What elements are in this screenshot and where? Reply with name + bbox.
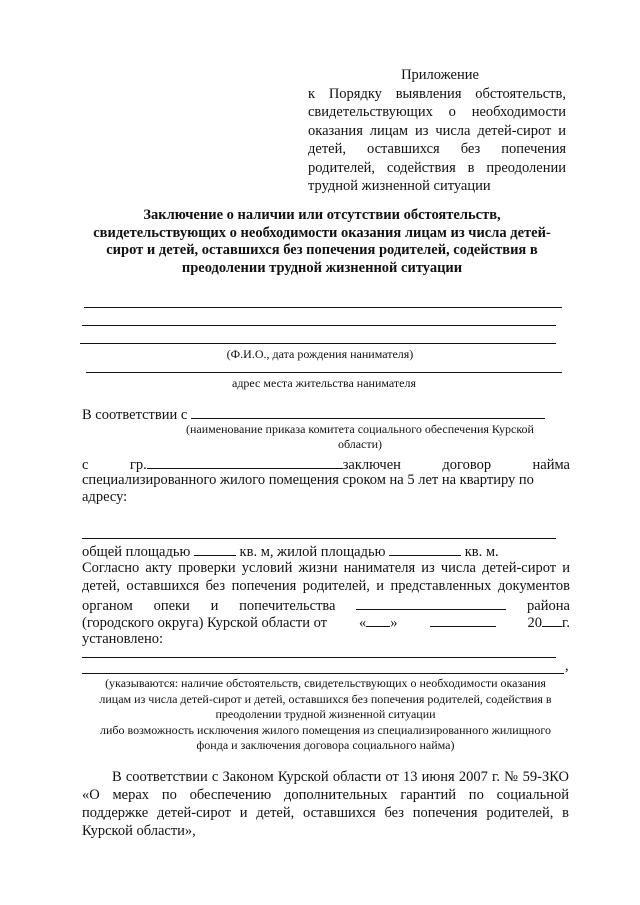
fill-line[interactable] — [84, 307, 562, 308]
specialized-line: специализированного жилого помещения сроком на 5 лет на квартиру по — [82, 472, 534, 488]
year-suffix: г. — [562, 615, 570, 631]
year-prefix: 20 — [527, 615, 543, 631]
year-group — [528, 613, 570, 632]
month-field[interactable] — [430, 613, 496, 627]
fill-line[interactable] — [82, 325, 556, 326]
living-area-label: кв. м, жилой площадью — [239, 544, 386, 560]
hire-label: найма — [532, 457, 570, 473]
title-line: свидетельствующих о необходимости оказания лицам из числа детей- — [93, 224, 551, 241]
title-line: сирот и детей, оставшихся без попечения родителей, содействия в — [106, 242, 538, 258]
appendix-line: оказания лицам из числа детей-сирот и — [308, 122, 566, 139]
date-row — [82, 613, 570, 632]
result-caption — [82, 676, 569, 754]
address-caption: адрес места жительства нанимателя — [232, 376, 416, 390]
address-fill-line[interactable] — [86, 372, 562, 373]
guardianship-label: попечительства — [239, 598, 336, 614]
organ-label: органом — [82, 598, 133, 614]
day-field[interactable] — [366, 613, 390, 627]
quote-close: » — [390, 615, 398, 631]
law-paragraph — [82, 768, 569, 840]
note-line: (указываются: наличие обстоятельств, свидетельствующих о необходимости оказания — [105, 676, 546, 690]
line-end-comma: , — [565, 658, 569, 674]
title-line: Заключение о наличии или отсутствии обстоятельств, — [143, 207, 501, 223]
order-name-field[interactable] — [191, 405, 545, 419]
year-field[interactable] — [542, 613, 562, 627]
appendix-line: родителей, содействия в преодолении — [308, 159, 566, 176]
appendix-line: свидетельствующих о необходимости — [308, 104, 566, 120]
and-label: и — [210, 598, 219, 614]
citizen-name-field[interactable] — [147, 455, 343, 469]
address-fill-line[interactable] — [82, 538, 556, 539]
result-fill-line[interactable] — [82, 673, 564, 674]
with-label: с — [82, 457, 89, 473]
according-to-label: В соответствии с — [82, 407, 188, 423]
total-area-label: общей площадью — [82, 544, 191, 560]
contract-label: договор — [442, 457, 492, 473]
area-row — [82, 542, 572, 561]
fill-line[interactable] — [80, 343, 556, 344]
appendix-block — [308, 66, 566, 196]
concluded-label: заключен — [342, 457, 401, 473]
inspection-line: Согласно акту проверки условий жизни нанимателя из числа детей-сирот и — [82, 560, 570, 576]
note-line: либо возможность исключения жилого помещения из специализированного жилищного — [100, 722, 551, 737]
note-line: преодолении трудной жизненной ситуации — [215, 707, 436, 721]
fio-caption: (Ф.И.О., дата рождения нанимателя) — [226, 347, 414, 361]
address-word: адресу: — [82, 489, 128, 505]
result-fill-line[interactable] — [82, 657, 556, 658]
specialized-row — [82, 472, 570, 506]
appendix-line: трудной жизненной ситуации — [308, 178, 491, 194]
law-text: В соответствии с Законом Курской области от 13 июня 2007 г. № 59-ЗКО «О мерах по обеспечению дополнительных гарантий по социальной поддержке детей-сирот и детей, оставшихся без попечения родителей, в Курской области», — [82, 769, 569, 839]
inspection-line: детей, оставшихся без попечения родителей, и представленных документов — [82, 578, 570, 594]
appendix-heading: Приложение — [401, 67, 479, 83]
document-title — [82, 207, 562, 277]
established-label: установлено: — [82, 631, 164, 647]
city-okrug-label: (городского округа) Курской области от — [82, 615, 327, 631]
appendix-line: к Порядку выявления обстоятельств, — [308, 85, 566, 102]
opeki-label: опеки — [153, 598, 190, 614]
note-line: лицам из числа детей-сирот и детей, оставшихся без попечения родителей, содействия в — [99, 691, 552, 706]
quote-open: « — [359, 615, 367, 631]
caption-line: области) — [337, 437, 383, 451]
order-name-caption — [170, 422, 550, 452]
sq-m-label: кв. м. — [464, 544, 499, 560]
note-line: фонда и заключения договора социального найма) — [196, 738, 455, 752]
day-group — [359, 613, 398, 632]
living-area-field[interactable] — [389, 542, 461, 556]
caption-line: (наименование приказа комитета социального обеспечения Курской — [186, 422, 534, 436]
total-area-field[interactable] — [194, 542, 236, 556]
title-line: преодолении трудной жизненной ситуации — [181, 259, 463, 276]
appendix-line: детей, оставшихся без попечения — [308, 141, 566, 157]
district-name-field[interactable] — [356, 596, 506, 610]
district-label: района — [527, 598, 570, 614]
citizen-label: гр. — [129, 457, 147, 473]
